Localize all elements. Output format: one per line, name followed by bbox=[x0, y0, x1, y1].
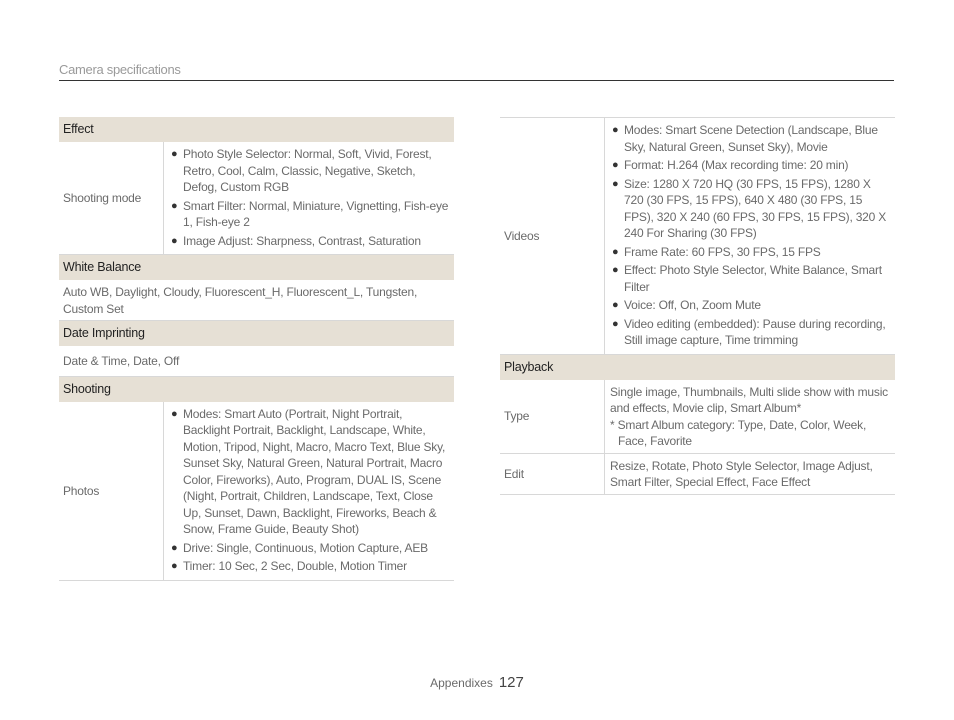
row-label: Type bbox=[500, 380, 605, 453]
row-label: Videos bbox=[500, 118, 605, 354]
row-value: Resize, Rotate, Photo Style Selector, Image Adjust, Smart Filter, Special Effect, Face Effect bbox=[610, 458, 873, 489]
section-heading-playback: Playback bbox=[500, 355, 895, 380]
bullet-icon: ● bbox=[612, 124, 619, 136]
bullet-list bbox=[169, 146, 450, 249]
section-heading-shooting: Shooting bbox=[59, 377, 454, 402]
bullet-icon: ● bbox=[171, 407, 178, 420]
bullet-icon: ● bbox=[612, 159, 619, 171]
row-label: Photos bbox=[59, 402, 164, 580]
list-item: ● Drive: Single, Continuous, Motion Capture, AEB bbox=[171, 540, 428, 555]
list-item: ● Format: H.264 (Max recording time: 20 min) bbox=[612, 158, 849, 172]
spec-row-type bbox=[500, 380, 895, 454]
row-label: Shooting mode bbox=[59, 142, 164, 254]
section-heading-effect: Effect bbox=[59, 117, 454, 142]
bullet-icon: ● bbox=[171, 148, 178, 160]
white-balance-value: Auto WB, Daylight, Cloudy, Fluorescent_H, Fluorescent_L, Tungsten, Custom Set bbox=[59, 280, 454, 321]
bullet-icon: ● bbox=[171, 541, 178, 554]
row-value bbox=[605, 118, 895, 354]
bullet-list bbox=[169, 406, 450, 575]
section-heading-date-imprinting: Date Imprinting bbox=[59, 321, 454, 346]
left-spec-column bbox=[59, 117, 454, 581]
page-footer bbox=[0, 674, 954, 691]
bullet-icon: ● bbox=[612, 245, 619, 258]
right-spec-column bbox=[500, 117, 895, 495]
bullet-icon: ● bbox=[612, 317, 619, 330]
bullet-icon: ● bbox=[612, 264, 619, 276]
list-item: ● Modes: Smart Auto (Portrait, Night Portrait, Backlight Portrait, Backlight, Landscape, White, Motion, Tripod, Night, Macro, Macro Text, Blue Sky, Sunset Sky, Natural Green, Natural Portrait, Macro Color, Fireworks), Auto, Program, DUAL IS, Scene (Night, Portrait, Children, Landscape, Text, Close Up, Sunset, Dawn, Backlight, Fireworks, Beach & Snow, Frame Guide, Beauty Shot) bbox=[171, 406, 446, 536]
row-label: Edit bbox=[500, 454, 605, 494]
list-item: ● Size: 1280 X 720 HQ (30 FPS, 15 FPS), 1280 X 720 (30 FPS, 15 FPS), 640 X 480 (30 FPS, 15 FPS), 320 X 240 (60 FPS, 30 FPS, 15 FPS), 320 X 240 For Sharing (30 FPS) bbox=[612, 176, 887, 240]
bullet-icon: ● bbox=[171, 199, 178, 212]
row-value bbox=[164, 402, 454, 580]
bullet-icon: ● bbox=[612, 177, 619, 190]
list-item: ● Image Adjust: Sharpness, Contrast, Saturation bbox=[171, 233, 421, 248]
list-item: ● Smart Filter: Normal, Miniature, Vignetting, Fish-eye 1, Fish-eye 2 bbox=[171, 198, 449, 229]
bullet-icon: ● bbox=[612, 299, 619, 311]
list-item: ● Video editing (embedded): Pause during recording, Still image capture, Time trimming bbox=[612, 316, 886, 347]
spec-row-photos bbox=[59, 402, 454, 581]
list-item: ● Modes: Smart Scene Detection (Landscape, Blue Sky, Natural Green, Sunset Sky), Movie bbox=[612, 123, 878, 154]
date-imprinting-value: Date & Time, Date, Off bbox=[59, 346, 454, 377]
page-number: 127 bbox=[498, 674, 524, 691]
spec-row-shooting-mode bbox=[59, 142, 454, 255]
row-value bbox=[164, 142, 454, 254]
list-item: ● Timer: 10 Sec, 2 Sec, Double, Motion Timer bbox=[171, 559, 407, 573]
bullet-icon: ● bbox=[171, 234, 178, 247]
type-value-text: Single image, Thumbnails, Multi slide show with music and effects, Movie clip, Smart Album* bbox=[610, 384, 888, 415]
list-item: ● Frame Rate: 60 FPS, 30 FPS, 15 FPS bbox=[612, 244, 821, 259]
footer-section: Appendixes bbox=[430, 676, 493, 690]
list-item: ● Photo Style Selector: Normal, Soft, Vivid, Forest, Retro, Cool, Calm, Classic, Negative, Sketch, Defog, Custom RGB bbox=[171, 147, 432, 194]
bullet-list bbox=[610, 122, 891, 349]
spec-row-videos bbox=[500, 118, 895, 355]
list-item: ● Effect: Photo Style Selector, White Balance, Smart Filter bbox=[612, 263, 882, 294]
section-heading-white-balance: White Balance bbox=[59, 255, 454, 280]
list-item: ● Voice: Off, On, Zoom Mute bbox=[612, 298, 761, 312]
spec-row-edit bbox=[500, 454, 895, 495]
bullet-icon: ● bbox=[171, 560, 178, 572]
row-value bbox=[605, 380, 895, 453]
page-header: Camera specifications bbox=[59, 62, 894, 81]
type-footnote: * Smart Album category: Type, Date, Color, Week, Face, Favorite bbox=[610, 417, 867, 448]
